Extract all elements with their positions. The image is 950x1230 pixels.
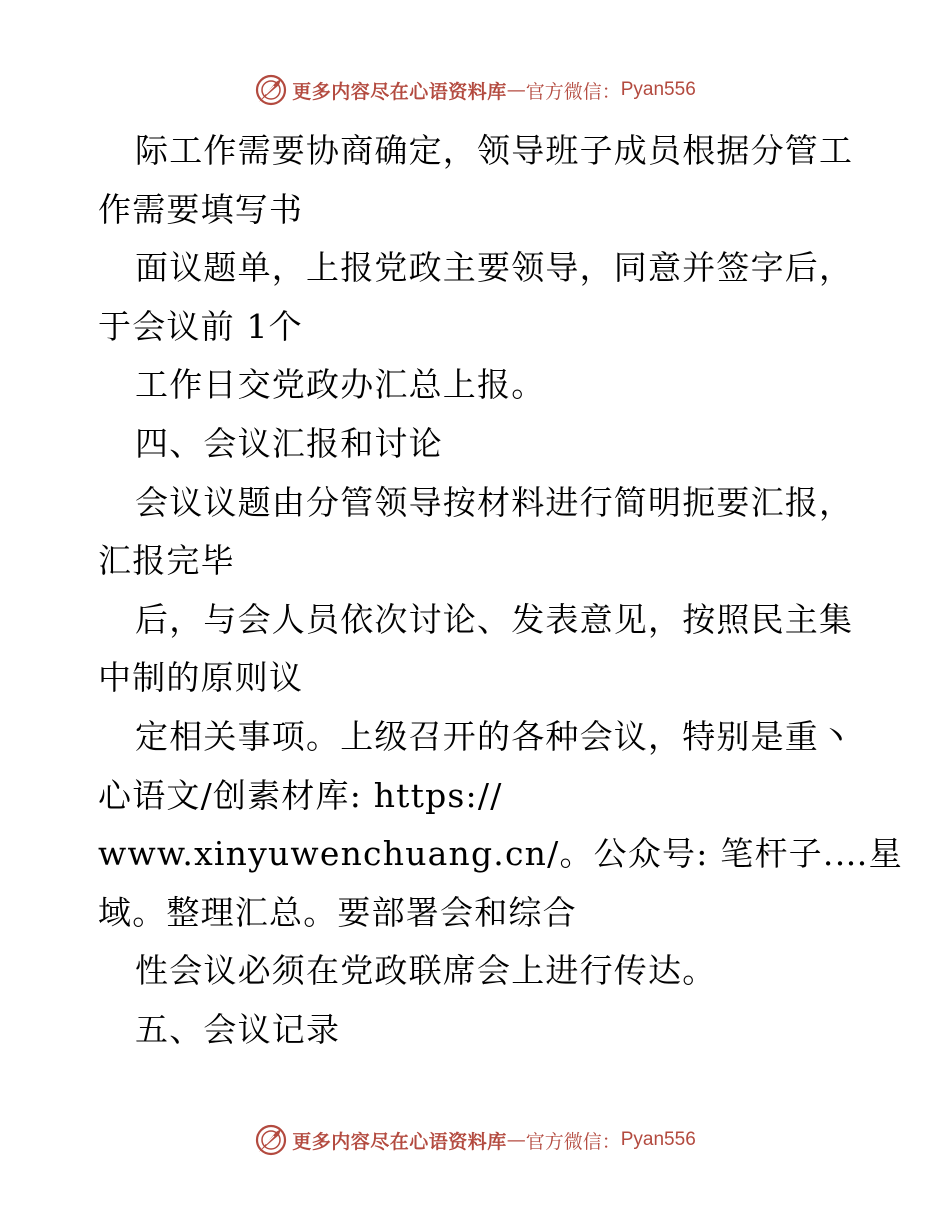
section-heading: 四、会议汇报和讨论 xyxy=(135,423,443,463)
text-line: 面议题单，上报党政主要领导，同意并签字后， xyxy=(135,248,854,288)
banner-wechat-label: 官方微信： xyxy=(525,1130,621,1153)
banner-title: 更多内容尽在心语资料库 xyxy=(292,1130,507,1153)
banner-title: 更多内容尽在心语资料库 xyxy=(292,80,507,103)
text-line: 性会议必须在党政联席会上进行传达。 xyxy=(135,951,717,991)
quill-logo-icon xyxy=(254,1123,288,1157)
header-banner xyxy=(0,70,950,110)
section-heading: 五、会议记录 xyxy=(135,1009,341,1049)
banner-separator: — xyxy=(506,79,526,101)
text-line: 心语文/创素材库: https:// xyxy=(98,775,503,815)
text-line: 工作日交党政办汇总上报。 xyxy=(135,365,546,405)
banner-separator: — xyxy=(506,1129,526,1151)
banner-wechat-id: Pyan556 xyxy=(620,1129,696,1150)
text-line: 域。整理汇总。要部署会和综合 xyxy=(98,892,577,932)
footer-banner xyxy=(0,1120,950,1160)
text-line: 际工作需要协商确定，领导班子成员根据分管工 xyxy=(135,131,854,170)
text-line: 作需要填写书 xyxy=(98,189,304,229)
text-line: 中制的原则议 xyxy=(98,658,304,698)
document-body xyxy=(98,122,903,1060)
text-line: 汇报完毕 xyxy=(98,541,235,581)
text-line: 于会议前 1个 xyxy=(98,306,303,346)
text-line: 后，与会人员依次讨论、发表意见，按照民主集 xyxy=(135,599,854,639)
text-line: 定相关事项。上级召开的各种会议，特别是重丶 xyxy=(135,716,854,756)
banner-wechat-id: Pyan556 xyxy=(620,79,696,100)
text-line: 会议议题由分管领导按材料进行简明扼要汇报， xyxy=(135,482,854,522)
quill-logo-icon xyxy=(254,73,288,107)
banner-wechat-label: 官方微信： xyxy=(525,80,621,103)
text-line: www.xinyuwenchuang.cn/。公众号: 笔杆子.…星 xyxy=(98,834,903,874)
